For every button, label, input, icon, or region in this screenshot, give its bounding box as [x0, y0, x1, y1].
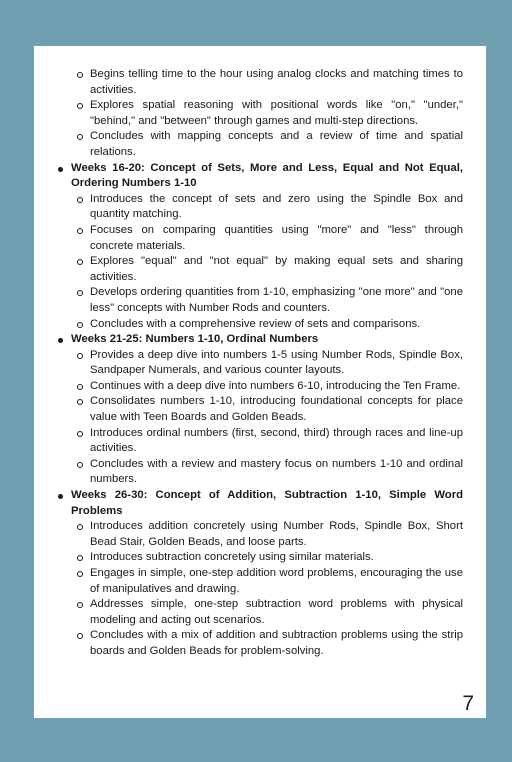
- hollow-bullet-icon: [77, 259, 83, 265]
- sub-item-text: Explores spatial reasoning with positional words like "on," "under," "behind," and "between" through games and multi-step directions.: [90, 99, 463, 127]
- sub-item-text: Concludes with mapping concepts and a review of time and spatial relations.: [90, 130, 463, 158]
- bullet-icon: [58, 494, 63, 499]
- sub-item: [71, 628, 463, 659]
- hollow-bullet-icon: [77, 322, 83, 328]
- week-section: [56, 161, 463, 333]
- hollow-bullet-icon: [77, 524, 83, 530]
- sub-item-text: Concludes with a review and mastery focus on numbers 1-10 and ordinal numbers.: [90, 457, 463, 486]
- sub-item: [71, 317, 463, 333]
- week-title: Weeks 26-30: Concept of Addition, Subtraction 1-10, Simple Word Problems: [71, 489, 463, 517]
- sub-item-text: Concludes with a comprehensive review of sets and comparisons.: [90, 317, 421, 330]
- hollow-bullet-icon: [77, 134, 83, 140]
- hollow-bullet-icon: [77, 602, 83, 608]
- sub-item-text: Introduces addition concretely using Number Rods, Spindle Box, Short Bead Stair, Golden Beads, and loose parts.: [90, 520, 463, 548]
- sub-item: [71, 597, 463, 628]
- week-title: Weeks 16-20: Concept of Sets, More and Less, Equal and Not Equal, Ordering Numbers 1-10: [71, 161, 463, 190]
- sub-item: [71, 394, 463, 425]
- sub-item: [71, 566, 463, 597]
- sub-item: [71, 192, 463, 223]
- sub-item-text: Introduces the concept of sets and zero using the Spindle Box and quantity matching.: [90, 192, 463, 221]
- sub-item-text: Engages in simple, one-step addition word problems, encouraging the use of manipulatives and drawing.: [90, 567, 463, 595]
- sub-item: [71, 223, 463, 254]
- sub-item-text: Introduces subtraction concretely using similar materials.: [90, 551, 374, 564]
- hollow-bullet-icon: [77, 72, 83, 78]
- hollow-bullet-icon: [77, 384, 83, 390]
- sub-item-list: [71, 348, 463, 488]
- sub-item: [71, 285, 463, 316]
- sub-item-text: Introduces ordinal numbers (first, second, third) through races and line-up activities.: [90, 426, 463, 455]
- sub-item: [71, 426, 463, 457]
- hollow-bullet-icon: [77, 353, 83, 359]
- sub-item-text: Continues with a deep dive into numbers 6-10, introducing the Ten Frame.: [90, 379, 461, 392]
- sub-item: [71, 67, 463, 98]
- weeks-list: [56, 67, 463, 660]
- sub-item: [71, 254, 463, 285]
- hollow-bullet-icon: [77, 197, 83, 203]
- sub-item-list: [71, 519, 463, 659]
- hollow-bullet-icon: [77, 103, 83, 109]
- sub-item-text: Consolidates numbers 1-10, introducing foundational concepts for place value with Teen Boards and Golden Beads.: [90, 395, 463, 424]
- week-section: [56, 332, 463, 488]
- hollow-bullet-icon: [77, 462, 83, 468]
- sub-item-text: Explores "equal" and "not equal" by making equal sets and sharing activities.: [90, 255, 463, 283]
- bullet-icon: [58, 338, 63, 343]
- sub-item-list: [71, 192, 463, 332]
- document-page: [34, 46, 486, 718]
- week-title: Weeks 21-25: Numbers 1-10, Ordinal Numbers: [71, 333, 319, 346]
- hollow-bullet-icon: [77, 555, 83, 561]
- bullet-icon: [58, 167, 63, 172]
- week-section-continued: [56, 67, 463, 161]
- sub-item: [71, 379, 463, 395]
- curriculum-outline: [56, 67, 463, 660]
- sub-item-text: Provides a deep dive into numbers 1-5 using Number Rods, Spindle Box, Sandpaper Numerals, and various counter layouts.: [90, 348, 463, 377]
- sub-item: [71, 519, 463, 550]
- hollow-bullet-icon: [77, 228, 83, 234]
- week-section: [56, 488, 463, 660]
- hollow-bullet-icon: [77, 633, 83, 639]
- sub-item: [71, 457, 463, 488]
- sub-item: [71, 98, 463, 129]
- sub-item-list: [71, 67, 463, 161]
- hollow-bullet-icon: [77, 290, 83, 296]
- sub-item-text: Addresses simple, one-step subtraction word problems with physical modeling and acting out scenarios.: [90, 598, 463, 626]
- sub-item-text: Develops ordering quantities from 1-10, emphasizing "one more" and "one less" concepts with Number Rods and counters.: [90, 286, 463, 314]
- sub-item: [71, 550, 463, 566]
- sub-item-text: Concludes with a mix of addition and subtraction problems using the strip boards and Golden Beads for problem-solving.: [90, 629, 463, 657]
- hollow-bullet-icon: [77, 399, 83, 405]
- sub-item-text: Begins telling time to the hour using analog clocks and matching times to activities.: [90, 68, 463, 96]
- hollow-bullet-icon: [77, 431, 83, 437]
- sub-item: [71, 129, 463, 160]
- hollow-bullet-icon: [77, 571, 83, 577]
- sub-item-text: Focuses on comparing quantities using "more" and "less" through concrete materials.: [90, 223, 463, 252]
- page-number: 7: [462, 692, 474, 715]
- sub-item: [71, 348, 463, 379]
